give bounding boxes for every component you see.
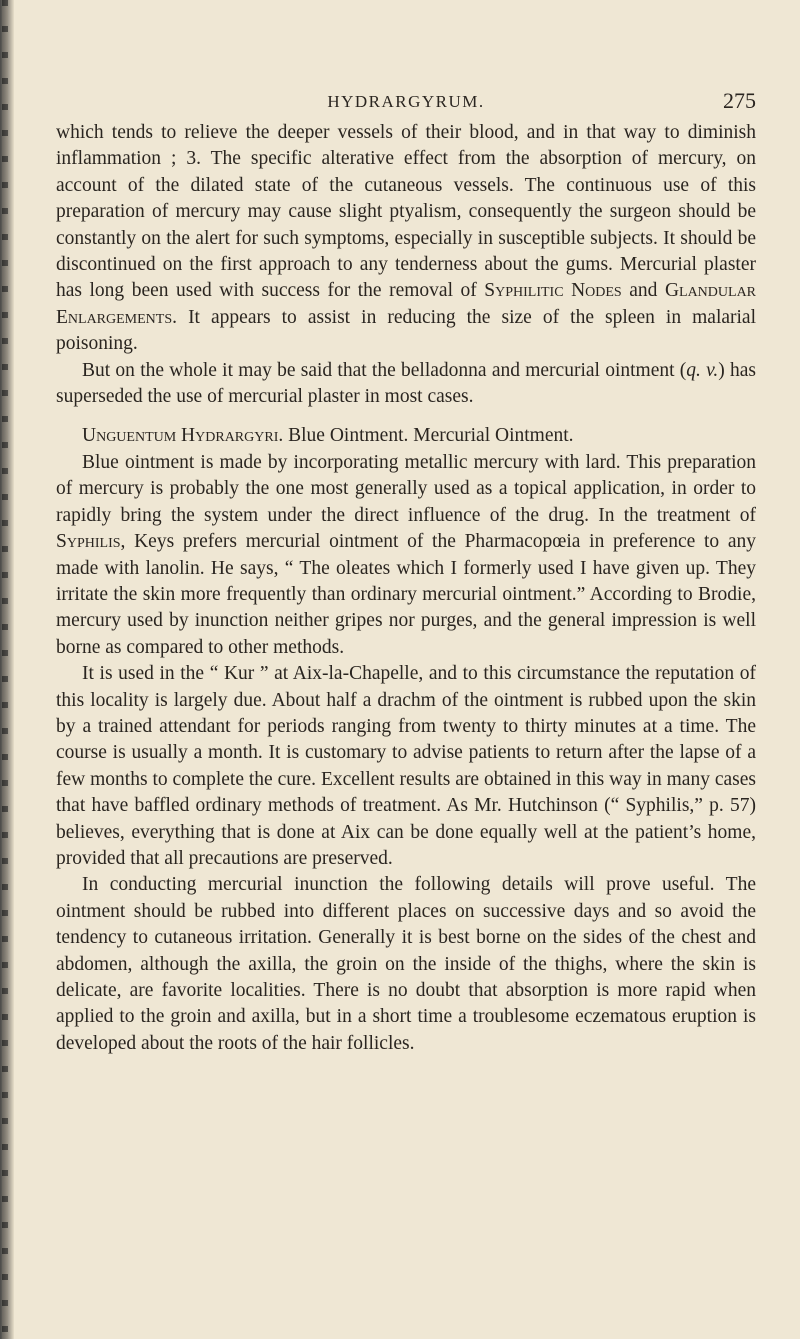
text-run: which tends to relieve the deeper vessels of their blood, and in that way to diminish inflammation ; 3. The specific alterative effect from the absorption of mercury, on account of the dilated state of the cutaneous vessels. The continuous use of this preparation of mercury may cause slight ptyalism, consequently the surgeon should be constantly on the alert for such symptoms, especially in susceptible subjects. It should be discontinued on the first approach to any tenderness about the gums. Mercurial plaster has long been used with success for the removal of xyxy=(56,122,756,302)
running-title: HYDRARGYRUM. xyxy=(327,92,485,111)
book-page xyxy=(56,88,756,1057)
section-title: Unguentum Hydrargyri xyxy=(82,425,279,447)
text-run: , Keys prefers mercurial ointment of the Pharmacopœia in preference to any made with lanolin. He says, “ The oleates which I formerly used I have given up. They irritate the skin more frequently than ordinary mercurial ointment.” According to Brodie, mercury used by inunction neither gripes nor purges, and the general impression is well borne as compared to other methods. xyxy=(56,531,756,658)
paragraph-inunction: In conducting mercurial inunction the following details will prove useful. The ointment should be rubbed into different places on successive days and so avoid the tendency to cutaneous irritation. Generally it is best borne on the sides of the chest and abdomen, although the axilla, the groin on the inside of the thighs, where the skin is delicate, are favorite localities. There is no doubt that absorption is more rapid when applied to the groin and axilla, but in a short time a troublesome eczematous eruption is developed about the roots of the hair follicles. xyxy=(56,874,756,1054)
section-subtitle: . Blue Ointment. Mercurial Ointment. xyxy=(278,425,574,447)
text-run: . It appears to assist in reducing the size of the spleen in malarial poisoning. xyxy=(56,306,756,355)
paragraph-belladonna xyxy=(56,358,756,411)
paragraph-kur: It is used in the “ Kur ” at Aix-la-Chapelle, and to this circumstance the reputation of this locality is largely due. About half a drachm of the ointment is rubbed upon the skin by a trained attendant for periods ranging from twenty to thirty minutes at a time. The course is usually a month. It is customary to advise patients to return after the lapse of a few months to complete the cure. Excellent results are obtained in this way in many cases that have baffled ordinary methods of treatment. As Mr. Hutchinson (“ Syphilis,” p. 57) believes, everything that is done at Aix can be done equally well at the patient’s home, provided that all precautions are preserved. xyxy=(56,663,756,869)
small-caps-term: Syphilis xyxy=(56,531,121,553)
text-run: ) has superseded the use of mercurial plaster in most cases. xyxy=(56,359,756,408)
text-run: Blue ointment is made by incorporating metallic mercury with lard. This preparation of mercury is probably the one most generally used as a topical application, in order to rapidly bring the system under the direct influence of the drug. In the treatment of xyxy=(56,451,756,526)
page-number: 275 xyxy=(723,88,756,113)
italic-reference: q. v. xyxy=(686,359,719,381)
text-run: But on the whole it may be said that the belladonna and mercurial ointment ( xyxy=(82,359,687,381)
paragraph-blue-ointment xyxy=(56,450,756,661)
text-run: and xyxy=(621,280,665,302)
paragraph-plaster-effects xyxy=(56,120,756,358)
small-caps-term: Syphilitic Nodes xyxy=(484,280,622,302)
section-heading xyxy=(56,423,756,449)
running-head xyxy=(56,88,756,118)
small-caps-term: Glandular Enlargements xyxy=(56,280,757,328)
book-binding-edge xyxy=(0,0,14,1339)
